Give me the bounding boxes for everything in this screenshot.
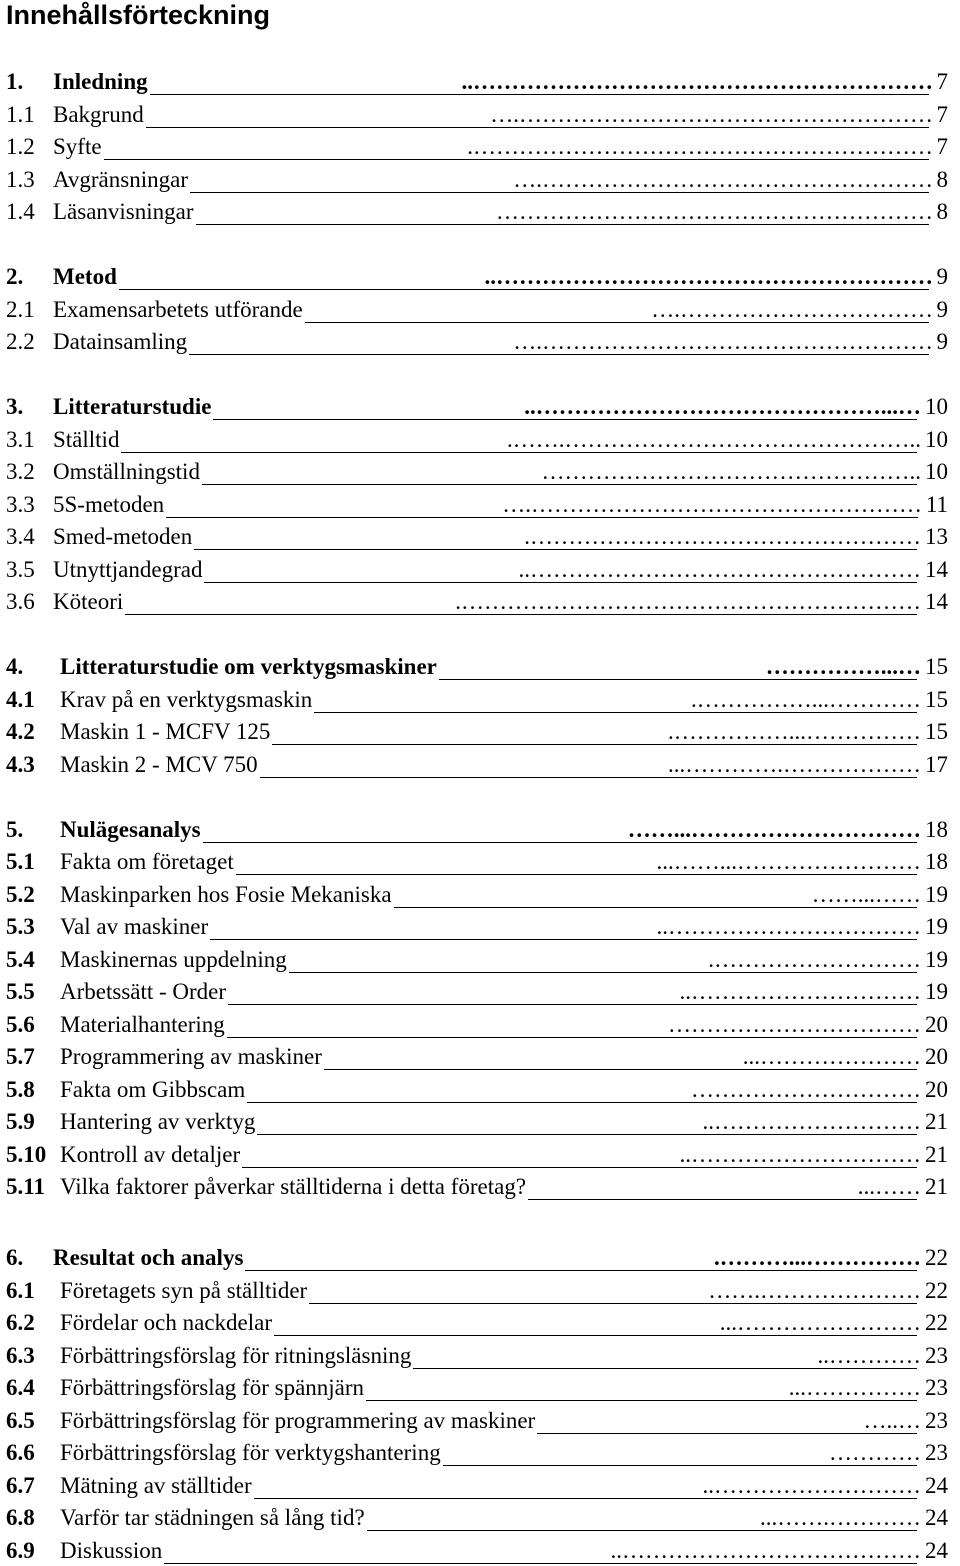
toc-section-row[interactable] xyxy=(0,1438,960,1468)
toc-entry-leader: ………………………………………………….. xyxy=(484,264,933,289)
toc-entry-page: 7 xyxy=(936,134,948,159)
toc-chapter-row[interactable] xyxy=(0,262,960,292)
toc-entry-label: Mätning av ställtider xyxy=(60,1473,252,1498)
toc-entry-leader: ……………...………. xyxy=(714,1245,921,1270)
toc-entry-number: 1.1 xyxy=(6,102,35,127)
toc-entry-label: Köteori xyxy=(53,589,124,614)
toc-section-row[interactable] xyxy=(0,490,960,520)
toc-leader-rule xyxy=(274,1335,917,1336)
toc-entry-leader: ………………………….. xyxy=(679,979,921,1004)
toc-entry-label: Avgränsningar xyxy=(53,167,188,192)
toc-entry-number: 6.2 xyxy=(6,1310,35,1335)
toc-entry-leader: …………………………….… xyxy=(651,297,933,322)
toc-entry-number: 4. xyxy=(6,654,24,679)
toc-entry-leader: …………………………………………….… xyxy=(502,492,922,517)
toc-section-row[interactable] xyxy=(0,1042,960,1072)
toc-section-row[interactable] xyxy=(0,197,960,227)
toc-leader-rule xyxy=(164,1563,917,1564)
toc-chapter-row[interactable] xyxy=(0,67,960,97)
toc-entry-number: 5.2 xyxy=(6,882,35,907)
toc-leader-rule xyxy=(202,484,917,485)
toc-section-row[interactable] xyxy=(0,522,960,552)
toc-entry-page: 7 xyxy=(936,102,948,127)
toc-leader-rule xyxy=(204,582,917,583)
toc-entry-page: 22 xyxy=(925,1310,948,1335)
toc-entry-leader: …...…………… xyxy=(765,654,921,679)
toc-entry-label: Varför tar städningen så lång tid? xyxy=(60,1505,365,1530)
toc-leader-rule xyxy=(119,289,929,290)
toc-leader-rule xyxy=(190,192,929,193)
toc-leader-rule xyxy=(314,712,917,713)
toc-entry-label: Arbetssätt - Order xyxy=(60,979,227,1004)
toc-entry-page: 19 xyxy=(925,979,948,1004)
toc-leader-rule xyxy=(196,224,929,225)
toc-entry-leader: ……...…… xyxy=(811,882,921,907)
toc-entry-page: 18 xyxy=(925,817,948,842)
toc-entry-leader: ………………………… xyxy=(691,1077,921,1102)
toc-entry-number: 3.5 xyxy=(6,557,35,582)
toc-section-row[interactable] xyxy=(0,295,960,325)
toc-entry-label: Inledning xyxy=(53,69,148,94)
toc-entry-label: Förbättringsförslag för ritningsläsning xyxy=(60,1343,412,1368)
toc-entry-number: 3. xyxy=(6,394,24,419)
toc-entry-page: 20 xyxy=(925,1012,948,1037)
toc-entry-leader: ……... xyxy=(857,1174,921,1199)
toc-entry-leader: ……………………….. xyxy=(702,1473,921,1498)
toc-entry-number: 2. xyxy=(6,264,24,289)
toc-entry-number: 1.2 xyxy=(6,134,35,159)
toc-entry-page: 10 xyxy=(925,427,948,452)
toc-entry-label: Materialhantering xyxy=(60,1012,225,1037)
toc-entry-label: Litteraturstudie om verktygsmaskiner xyxy=(60,654,437,679)
toc-leader-rule xyxy=(367,1530,917,1531)
toc-entry-leader: …………………………………………………….. xyxy=(461,69,933,94)
toc-section-row[interactable] xyxy=(0,1373,960,1403)
toc-leader-rule xyxy=(247,1102,917,1103)
toc-entry-page: 24 xyxy=(925,1505,948,1530)
toc-section-row[interactable] xyxy=(0,555,960,585)
toc-leader-rule xyxy=(228,1004,917,1005)
toc-leader-rule xyxy=(121,452,917,453)
toc-entry-label: Hantering av verktyg xyxy=(60,1109,256,1134)
toc-section-row[interactable] xyxy=(0,1341,960,1371)
toc-entry-leader: …………………………………………….… xyxy=(513,167,933,192)
toc-leader-rule xyxy=(150,94,929,95)
toc-entry-leader: ……………………………………………………. xyxy=(467,134,933,159)
toc-entry-leader: ……………………...……... xyxy=(656,849,921,874)
toc-entry-number: 3.3 xyxy=(6,492,35,517)
toc-leader-rule xyxy=(166,517,918,518)
toc-entry-leader: ……………………………………………….… xyxy=(490,102,933,127)
toc-entry-leader: ………………….…… xyxy=(708,1278,921,1303)
toc-entry-page: 21 xyxy=(925,1109,948,1134)
toc-leader-rule xyxy=(236,874,917,875)
toc-section-row[interactable] xyxy=(0,425,960,455)
toc-entry-label: Förbättringsförslag för spännjärn xyxy=(60,1375,365,1400)
toc-entry-page: 8 xyxy=(936,167,948,192)
toc-entry-label: Kontroll av detaljer xyxy=(60,1142,241,1167)
toc-entry-page: 19 xyxy=(925,947,948,972)
toc-entry-label: Resultat och analys xyxy=(53,1245,244,1270)
toc-leader-rule xyxy=(272,744,917,745)
toc-leader-rule xyxy=(104,159,929,160)
toc-section-row[interactable] xyxy=(0,587,960,617)
toc-entry-number: 6.5 xyxy=(6,1408,35,1433)
toc-entry-number: 5.7 xyxy=(6,1044,35,1069)
toc-section-row[interactable] xyxy=(0,847,960,877)
toc-leader-rule xyxy=(394,907,917,908)
toc-leader-rule xyxy=(213,419,917,420)
toc-entry-label: Maskinernas uppdelning xyxy=(60,947,287,972)
toc-entry-leader: ………………………….. xyxy=(679,1142,921,1167)
toc-chapter-row[interactable] xyxy=(0,1243,960,1273)
toc-leader-rule xyxy=(439,679,917,680)
toc-entry-leader: ………………………………………………… xyxy=(496,199,933,224)
toc-entry-page: 14 xyxy=(925,589,948,614)
toc-leader-rule xyxy=(254,1498,917,1499)
toc-entry-number: 5.1 xyxy=(6,849,35,874)
toc-entry-number: 6.4 xyxy=(6,1375,35,1400)
toc-entry-page: 15 xyxy=(925,687,948,712)
toc-entry-page: 21 xyxy=(925,1142,948,1167)
toc-entry-number: 6.3 xyxy=(6,1343,35,1368)
toc-entry-page: 10 xyxy=(925,459,948,484)
toc-entry-label: Omställningstid xyxy=(53,459,200,484)
toc-entry-page: 23 xyxy=(925,1440,948,1465)
toc-entry-leader: ………….. xyxy=(817,1343,921,1368)
toc-entry-number: 3.4 xyxy=(6,524,35,549)
toc-entry-label: Maskin 1 - MCFV 125 xyxy=(60,719,271,744)
toc-entry-page: 10 xyxy=(925,394,948,419)
toc-title: Innehållsförteckning xyxy=(6,0,271,30)
toc-leader-rule xyxy=(210,939,917,940)
toc-leader-rule xyxy=(242,1167,917,1168)
toc-leader-rule xyxy=(309,1303,917,1304)
toc-entry-label: Förbättringsförslag för programmering av maskiner xyxy=(60,1408,536,1433)
toc-entry-label: Examensarbetets utförande xyxy=(53,297,303,322)
toc-entry-label: Val av maskiner xyxy=(60,914,209,939)
toc-entry-page: 23 xyxy=(925,1375,948,1400)
toc-entry-number: 4.2 xyxy=(6,719,35,744)
toc-entry-number: 6. xyxy=(6,1245,24,1270)
toc-entry-page: 19 xyxy=(925,882,948,907)
toc-entry-leader: ……………... xyxy=(788,1375,921,1400)
toc-entry-label: Utnyttjandegrad xyxy=(53,557,203,582)
toc-entry-label: 5S-metoden xyxy=(53,492,165,517)
toc-section-row[interactable] xyxy=(0,750,960,780)
toc-entry-number: 6.1 xyxy=(6,1278,35,1303)
toc-section-row[interactable] xyxy=(0,880,960,910)
toc-entry-label: Maskin 2 - MCV 750 xyxy=(60,752,258,777)
toc-entry-label: Ställtid xyxy=(53,427,120,452)
toc-entry-number: 6.6 xyxy=(6,1440,35,1465)
toc-entry-leader: ……………………………………………………. xyxy=(455,589,921,614)
toc-entry-page: 19 xyxy=(925,914,948,939)
toc-leader-rule xyxy=(443,1465,917,1466)
toc-entry-leader: …………………………… xyxy=(668,1012,921,1037)
toc-entry-leader: …..… xyxy=(863,1408,921,1433)
toc-section-row[interactable] xyxy=(0,1010,960,1040)
toc-entry-leader: …………………………….. xyxy=(656,914,921,939)
toc-section-row[interactable] xyxy=(0,1107,960,1137)
toc-section-row[interactable] xyxy=(0,1075,960,1105)
toc-entry-label: Krav på en verktygsmaskin xyxy=(60,687,313,712)
toc-entry-label: Syfte xyxy=(53,134,102,159)
toc-leader-rule xyxy=(245,1270,917,1271)
toc-section-row[interactable] xyxy=(0,1140,960,1170)
toc-entry-label: Smed-metoden xyxy=(53,524,193,549)
toc-leader-rule xyxy=(324,1069,917,1070)
toc-chapter-row[interactable] xyxy=(0,815,960,845)
toc-section-row[interactable] xyxy=(0,1406,960,1436)
toc-entry-number: 3.1 xyxy=(6,427,35,452)
toc-section-row[interactable] xyxy=(0,1276,960,1306)
toc-entry-page: 21 xyxy=(925,1174,948,1199)
toc-entry-number: 5.5 xyxy=(6,979,35,1004)
toc-entry-number: 1. xyxy=(6,69,24,94)
toc-entry-page: 22 xyxy=(925,1278,948,1303)
toc-section-row[interactable] xyxy=(0,717,960,747)
toc-entry-number: 2.2 xyxy=(6,329,35,354)
toc-entry-page: 24 xyxy=(925,1538,948,1563)
toc-section-row[interactable] xyxy=(0,977,960,1007)
toc-entry-number: 5.11 xyxy=(6,1174,45,1199)
toc-entry-label: Företagets syn på ställtider xyxy=(60,1278,308,1303)
toc-entry-label: Metod xyxy=(53,264,117,289)
toc-entry-label: Fördelar och nackdelar xyxy=(60,1310,273,1335)
toc-section-row[interactable] xyxy=(0,1308,960,1338)
toc-entry-leader: ……………….…………... xyxy=(668,752,921,777)
toc-entry-number: 5. xyxy=(6,817,24,842)
toc-entry-leader: …...……………………………………….. xyxy=(524,394,921,419)
toc-entry-leader: ……………………….. xyxy=(702,1109,921,1134)
toc-entry-leader: …………………………………………….. xyxy=(518,557,921,582)
toc-section-row[interactable] xyxy=(0,1471,960,1501)
toc-section-row[interactable] xyxy=(0,327,960,357)
toc-chapter-row[interactable] xyxy=(0,652,960,682)
toc-leader-rule xyxy=(257,1134,917,1135)
toc-entry-number: 1.3 xyxy=(6,167,35,192)
toc-entry-page: 7 xyxy=(936,69,948,94)
toc-leader-rule xyxy=(537,1433,917,1434)
toc-entry-label: Nulägesanalys xyxy=(60,817,201,842)
toc-entry-page: 20 xyxy=(925,1077,948,1102)
toc-leader-rule xyxy=(289,972,917,973)
toc-leader-rule xyxy=(194,549,917,550)
toc-entry-page: 9 xyxy=(936,297,948,322)
toc-section-row[interactable] xyxy=(0,100,960,130)
toc-section-row[interactable] xyxy=(0,165,960,195)
toc-entry-leader: ..……………………………………….……. xyxy=(507,427,921,452)
toc-chapter-row[interactable] xyxy=(0,392,960,422)
toc-entry-leader: ……………...……………. xyxy=(668,719,921,744)
toc-entry-leader: ……………………………………………. xyxy=(524,524,921,549)
toc-entry-number: 3.2 xyxy=(6,459,35,484)
toc-entry-leader: …………………………...…… xyxy=(627,817,921,842)
toc-entry-label: Bakgrund xyxy=(53,102,144,127)
toc-entry-page: 23 xyxy=(925,1408,948,1433)
toc-entry-leader: ……………………... xyxy=(719,1310,921,1335)
toc-leader-rule xyxy=(203,842,917,843)
toc-section-row[interactable] xyxy=(0,685,960,715)
toc-entry-page: 17 xyxy=(925,752,948,777)
toc-entry-leader: ………….……... xyxy=(760,1505,921,1530)
toc-entry-page: 14 xyxy=(925,557,948,582)
toc-section-row[interactable] xyxy=(0,945,960,975)
toc-entry-number: 5.4 xyxy=(6,947,35,972)
toc-leader-rule xyxy=(413,1368,917,1369)
toc-entry-leader: ………… xyxy=(829,1440,921,1465)
toc-entry-page: 20 xyxy=(925,1044,948,1069)
toc-entry-label: Litteraturstudie xyxy=(53,394,212,419)
toc-entry-number: 6.7 xyxy=(6,1473,35,1498)
toc-section-row[interactable] xyxy=(0,1503,960,1533)
toc-entry-number: 5.9 xyxy=(6,1109,35,1134)
toc-leader-rule xyxy=(528,1199,917,1200)
toc-entry-page: 11 xyxy=(925,492,948,517)
toc-entry-label: Läsanvisningar xyxy=(53,199,194,224)
toc-entry-page: 9 xyxy=(936,329,948,354)
toc-entry-number: 6.9 xyxy=(6,1538,35,1563)
toc-entry-number: 2.1 xyxy=(6,297,35,322)
toc-section-row[interactable] xyxy=(0,1172,960,1202)
toc-entry-number: 4.3 xyxy=(6,752,35,777)
toc-entry-label: Diskussion xyxy=(60,1538,163,1563)
toc-entry-number: 5.6 xyxy=(6,1012,35,1037)
toc-entry-leader: ………………………………….. xyxy=(610,1538,921,1563)
toc-entry-leader: …………………………………………….… xyxy=(513,329,933,354)
toc-entry-label: Datainsamling xyxy=(53,329,188,354)
toc-entry-label: Maskinparken hos Fosie Mekaniska xyxy=(60,882,392,907)
toc-entry-number: 5.8 xyxy=(6,1077,35,1102)
toc-entry-label: Programmering av maskiner xyxy=(60,1044,322,1069)
toc-leader-rule xyxy=(146,127,929,128)
toc-entry-number: 1.4 xyxy=(6,199,35,224)
toc-entry-page: 22 xyxy=(925,1245,948,1270)
toc-entry-number: 5.3 xyxy=(6,914,35,939)
toc-section-row[interactable] xyxy=(0,132,960,162)
toc-entry-page: 15 xyxy=(925,654,948,679)
toc-leader-rule xyxy=(260,777,917,778)
toc-entry-page: 8 xyxy=(936,199,948,224)
toc-leader-rule xyxy=(125,614,917,615)
toc-entry-page: 18 xyxy=(925,849,948,874)
toc-entry-page: 23 xyxy=(925,1343,948,1368)
toc-entry-page: 13 xyxy=(925,524,948,549)
toc-entry-label: Förbättringsförslag för verktygshantering xyxy=(60,1440,441,1465)
toc-entry-number: 6.8 xyxy=(6,1505,35,1530)
toc-entry-leader: ………………………. xyxy=(708,947,921,972)
toc-entry-leader: …………...……………. xyxy=(691,687,921,712)
toc-entry-number: 4.1 xyxy=(6,687,35,712)
toc-leader-rule xyxy=(305,322,929,323)
toc-entry-page: 24 xyxy=(925,1473,948,1498)
toc-entry-label: Fakta om Gibbscam xyxy=(60,1077,246,1102)
toc-entry-page: 15 xyxy=(925,719,948,744)
toc-section-row[interactable] xyxy=(0,912,960,942)
toc-entry-number: 3.6 xyxy=(6,589,35,614)
toc-leader-rule xyxy=(189,354,929,355)
toc-entry-page: 9 xyxy=(936,264,948,289)
toc-entry-leader: …………………... xyxy=(742,1044,921,1069)
toc-entry-label: Vilka faktorer påverkar ställtiderna i detta företag? xyxy=(60,1174,527,1199)
toc-leader-rule xyxy=(366,1400,917,1401)
toc-entry-label: Fakta om företaget xyxy=(60,849,234,874)
toc-leader-rule xyxy=(227,1037,917,1038)
toc-entry-leader: ..………………………………………… xyxy=(541,459,921,484)
toc-section-row[interactable] xyxy=(0,457,960,487)
toc-entry-number: 5.10 xyxy=(6,1142,47,1167)
